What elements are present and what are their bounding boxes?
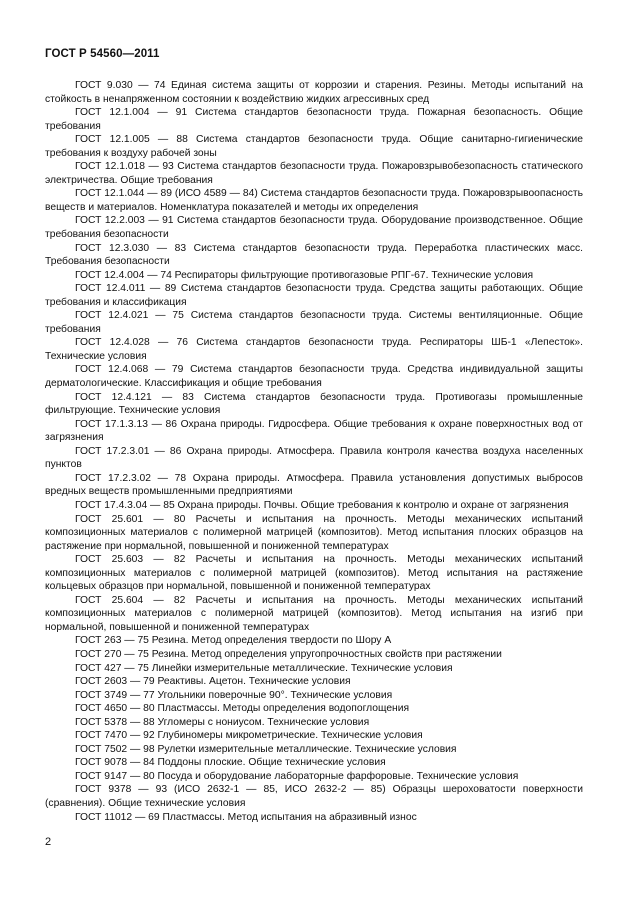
reference-entry: ГОСТ 12.4.028 — 76 Система стандартов безопасности труда. Респираторы ШБ-1 «Лепесток». Технические условия <box>45 337 583 362</box>
reference-entry: ГОСТ 12.2.003 — 91 Система стандартов безопасности труда. Оборудование производственное. Общие требования безопасности <box>45 215 583 241</box>
reference-entry: ГОСТ 3749 — 77 Угольники поверочные 90°. Технические условия <box>75 689 393 701</box>
reference-entry: ГОСТ 12.1.018 — 93 Система стандартов безопасности труда. Пожаровзрывобезопасность статического электричества. Общие требования <box>45 161 583 186</box>
reference-entry: ГОСТ 9078 — 84 Поддоны плоские. Общие технические условия <box>75 757 386 769</box>
reference-entry: ГОСТ 12.1.004 — 91 Система стандартов безопасности труда. Пожарная безопасность. Общие требования <box>45 107 583 132</box>
reference-entry: ГОСТ 12.1.044 — 89 (ИСО 4589 — 84) Система стандартов безопасности труда. Пожаровзрывоопасность веществ и материалов. Номенклатура показателей и методы их определения <box>45 188 583 213</box>
reference-entry: ГОСТ 263 — 75 Резина. Метод определения твердости по Шору А <box>75 635 392 647</box>
reference-entry: ГОСТ 17.2.3.02 — 78 Охрана природы. Атмосфера. Правила установления допустимых выбросов вредных веществ промышленными предприятиями <box>45 472 583 498</box>
reference-entry: ГОСТ 9.030 — 74 Единая система защиты от коррозии и старения. Резины. Методы испытаний на стойкость в ненапряженном состоянии к воздействию жидких агрессивных сред <box>45 80 583 105</box>
reference-entry: ГОСТ 17.2.3.01 — 86 Охрана природы. Атмосфера. Правила контроля качества воздуха населенных пунктов <box>45 445 583 471</box>
reference-entry: ГОСТ 12.4.021 — 75 Система стандартов безопасности труда. Системы вентиляционные. Общие требования <box>45 310 583 335</box>
reference-entry: ГОСТ 12.4.121 — 83 Система стандартов безопасности труда. Противогазы промышленные фильтрующие. Технические условия <box>45 391 583 417</box>
reference-entry: ГОСТ 7470 — 92 Глубиномеры микрометрические. Технические условия <box>75 730 423 742</box>
reference-entry: ГОСТ 9147 — 80 Посуда и оборудование лабораторные фарфоровые. Технические условия <box>75 770 519 782</box>
reference-entry: ГОСТ 427 — 75 Линейки измерительные металлические. Технические условия <box>75 662 453 674</box>
reference-entry: ГОСТ 5378 — 88 Угломеры с нониусом. Технические условия <box>75 716 370 728</box>
reference-entry: ГОСТ 25.603 — 82 Расчеты и испытания на прочность. Методы механических испытаний композиционных материалов с полимерной матрицей (композитов). Метод испытания на растяжение кольцевых образцов при нормальной, повышенной и пониженной температурах <box>45 554 583 593</box>
reference-entry: ГОСТ 12.4.011 — 89 Система стандартов безопасности труда. Средства защиты работающих. Общие требования и классификация <box>45 283 583 308</box>
reference-entry: ГОСТ 9378 — 93 (ИСО 2632-1 — 85, ИСО 2632-2 — 85) Образцы шероховатости поверхности (сравнения). Общие технические условия <box>45 784 583 809</box>
reference-entry: ГОСТ 2603 — 79 Реактивы. Ацетон. Технические условия <box>75 676 351 688</box>
reference-entry: ГОСТ 25.601 — 80 Расчеты и испытания на прочность. Методы механических испытаний композиционных материалов с полимерной матрицей (композитов). Метод испытания плоских образцов на растяжение при нормальной, повышенной и пониженной температурах <box>45 513 583 552</box>
reference-entry: ГОСТ 11012 — 69 Пластмассы. Метод испытания на абразивный износ <box>75 811 417 823</box>
reference-entry: ГОСТ 12.4.004 — 74 Респираторы фильтрующие противогазовые РПГ-67. Технические условия <box>75 269 534 281</box>
reference-entry: ГОСТ 12.4.068 — 79 Система стандартов безопасности труда. Средства индивидуальной защиты дерматологические. Классификация и общие требования <box>45 364 583 390</box>
references-list <box>45 79 583 824</box>
reference-entry: ГОСТ 12.1.005 — 88 Система стандартов безопасности труда. Общие санитарно-гигиенические требования к воздуху рабочей зоны <box>45 134 583 159</box>
reference-entry: ГОСТ 4650 — 80 Пластмассы. Методы определения водопоглощения <box>75 703 410 715</box>
reference-entry: ГОСТ 7502 — 98 Рулетки измерительные металлические. Технические условия <box>75 743 457 755</box>
reference-entry: ГОСТ 17.4.3.04 — 85 Охрана природы. Почвы. Общие требования к контролю и охране от загрязнения <box>75 499 569 511</box>
document-header: ГОСТ Р 54560—2011 <box>45 48 160 60</box>
page-number: 2 <box>45 836 52 848</box>
reference-entry: ГОСТ 17.1.3.13 — 86 Охрана природы. Гидросфера. Общие требования к охране поверхностных вод от загрязнения <box>45 418 583 444</box>
reference-entry: ГОСТ 25.604 — 82 Расчеты и испытания на прочность. Методы механических испытаний композиционных материалов с полимерной матрицей (композитов). Метод испытания на изгиб при нормальной, повышенной и пониженной температурах <box>45 594 583 633</box>
reference-entry: ГОСТ 12.3.030 — 83 Система стандартов безопасности труда. Переработка пластических масс. Требования безопасности <box>45 242 583 268</box>
reference-entry: ГОСТ 270 — 75 Резина. Метод определения упругопрочностных свойств при растяжении <box>75 648 502 660</box>
